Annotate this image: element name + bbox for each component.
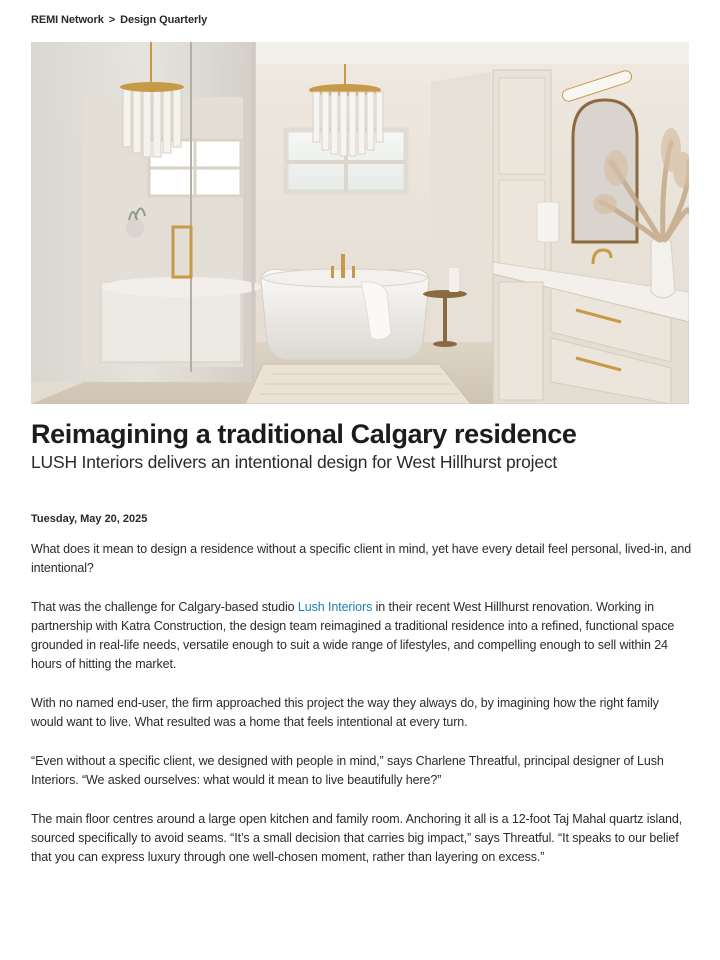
- breadcrumb-section-link[interactable]: Design Quarterly: [120, 14, 208, 26]
- publish-date: Tuesday, May 20, 2025: [31, 513, 148, 525]
- article-paragraph-1: What does it mean to design a residence without a specific client in mind, yet have every detail feel personal, lived-in, and intentional?: [31, 542, 692, 575]
- lush-interiors-link[interactable]: Lush Interiors: [297, 600, 373, 614]
- article-paragraph-2: [31, 598, 693, 674]
- paragraph-2-rest: in their recent West Hillhurst renovation. Working in partnership with Katra Construction, the design team reimagined a traditional residence into a refined, functional space grounded in real-life needs, versatile enough to suit a wide range of lifestyles, and compelling enough to sell within 24 hours of hitting the market.: [31, 600, 675, 671]
- article-body: [31, 540, 693, 887]
- article-paragraph-5: The main floor centres around a large open kitchen and family room. Anchoring it all is a 12-foot Taj Mahal quartz island, sourced specifically to avoid seams. “It’s a small decision that carries big impact,” says Threatful. “It speaks to our belief that you can express luxury through one well-chosen moment, rather than layering on excess.”: [31, 812, 683, 864]
- bathroom-photo: [31, 42, 689, 404]
- breadcrumb-separator: >: [108, 14, 116, 26]
- breadcrumb: [31, 14, 207, 26]
- hero-image: [31, 42, 689, 404]
- article-paragraph-4: “Even without a specific client, we designed with people in mind,” says Charlene Threatful, principal designer of Lush Interiors. “We asked ourselves: what would it mean to live beautifully here?”: [31, 754, 664, 787]
- article-paragraph-3: With no named end-user, the firm approached this project the way they always do, by imagining how the right family would want to live. What resulted was a home that feels intentional at every turn.: [31, 696, 659, 729]
- article-title: Reimagining a traditional Calgary residence: [31, 419, 577, 449]
- article-subtitle: LUSH Interiors delivers an intentional design for West Hillhurst project: [31, 452, 558, 472]
- breadcrumb-network-link[interactable]: REMI Network: [31, 14, 104, 26]
- paragraph-2-lead: That was the challenge for Calgary-based studio: [31, 600, 298, 614]
